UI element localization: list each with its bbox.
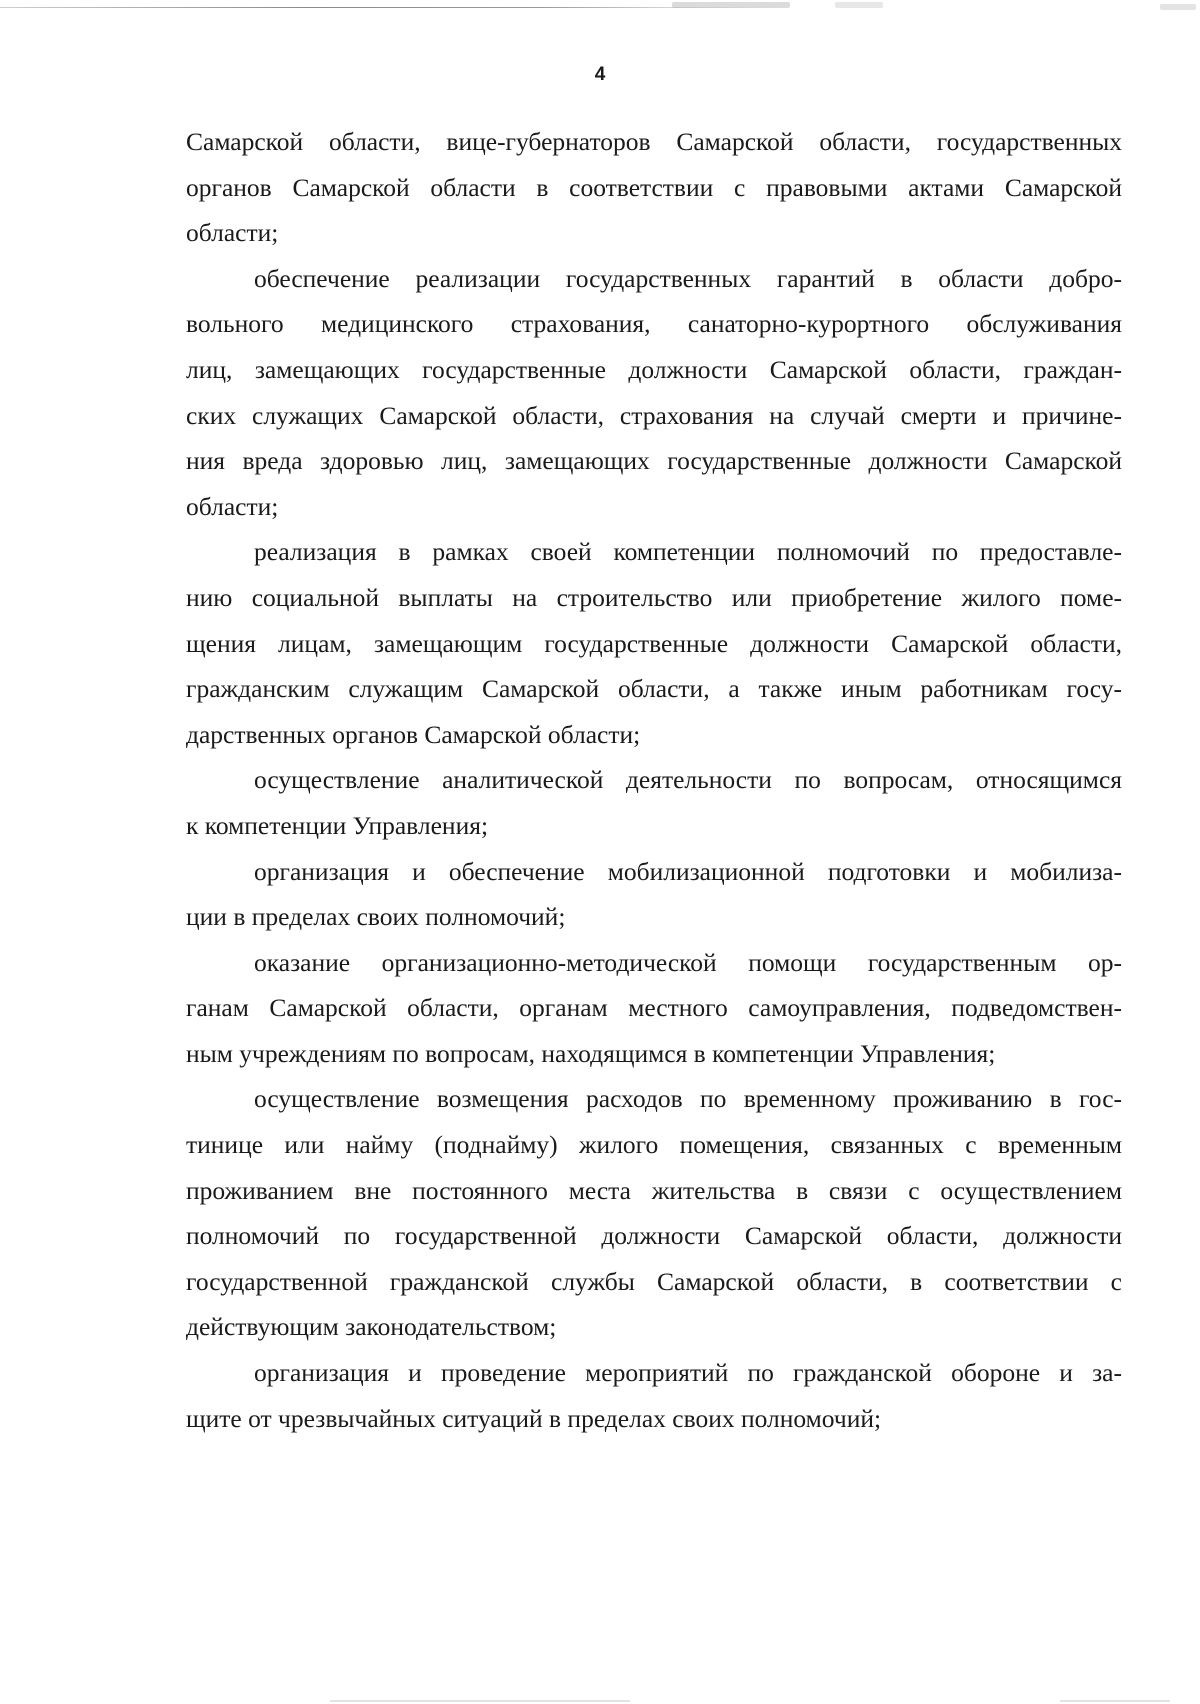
paragraph bbox=[186, 1076, 1122, 1350]
paragraph bbox=[186, 1350, 1122, 1441]
paragraph bbox=[186, 757, 1122, 848]
text-line: действующим законодательством; bbox=[186, 1312, 557, 1342]
text-line: осуществление возмещения расходов по временному проживанию в гос- bbox=[254, 1084, 1122, 1114]
text-line: организация и обеспечение мобилизационной подготовки и мобилиза- bbox=[254, 856, 1122, 886]
text-line: оказание организационно-методической помощи государственным ор- bbox=[254, 947, 1122, 977]
text-line: органов Самарской области в соответствии с правовыми актами Самарской bbox=[186, 172, 1122, 202]
text-line: ции в пределах своих полномочий; bbox=[186, 902, 566, 932]
paragraph bbox=[186, 119, 1122, 256]
page-number: 4 bbox=[594, 64, 606, 85]
text-line: полномочий по государственной должности Самарской области, должности bbox=[186, 1221, 1122, 1251]
text-line: ния вреда здоровью лиц, замещающих государственные должности Самарской bbox=[186, 446, 1122, 476]
text-line: организация и проведение мероприятий по гражданской обороне и за- bbox=[254, 1358, 1122, 1388]
text-line: государственной гражданской службы Самарской области, в соответствии с bbox=[186, 1266, 1122, 1296]
text-line: тинице или найму (поднайму) жилого помещения, связанных с временным bbox=[186, 1130, 1122, 1160]
scan-artifact-line bbox=[0, 7, 770, 8]
scan-artifact-smudge bbox=[835, 2, 883, 8]
text-line: дарственных органов Самарской области; bbox=[186, 719, 641, 749]
scan-artifact-smudge bbox=[330, 1700, 630, 1702]
text-line: проживанием вне постоянного места жительства в связи с осуществлением bbox=[186, 1175, 1122, 1205]
document-body bbox=[186, 119, 1122, 1441]
text-line: реализация в рамках своей компетенции полномочий по предоставле- bbox=[254, 537, 1122, 567]
text-line: ным учреждениям по вопросам, находящимся в компетенции Управления; bbox=[186, 1038, 996, 1068]
scan-artifact-smudge bbox=[1060, 1700, 1170, 1702]
text-line: лиц, замещающих государственные должности Самарской области, граждан- bbox=[186, 354, 1122, 384]
scan-artifact-smudge bbox=[672, 2, 790, 8]
text-line: области; bbox=[186, 491, 279, 521]
text-line: ских служащих Самарской области, страхования на случай смерти и причине- bbox=[186, 400, 1122, 430]
text-line: Самарской области, вице-губернаторов Самарской области, государственных bbox=[186, 127, 1122, 156]
text-line: осуществление аналитической деятельности по вопросам, относящимся bbox=[254, 765, 1122, 795]
text-line: области; bbox=[186, 218, 279, 248]
text-line: ганам Самарской области, органам местного самоуправления, подведомствен- bbox=[186, 993, 1122, 1023]
scan-artifact-smudge bbox=[1160, 4, 1196, 10]
text-line: щения лицам, замещающим государственные должности Самарской области, bbox=[186, 628, 1122, 658]
text-line: гражданским служащим Самарской области, а также иным работникам госу- bbox=[186, 674, 1122, 704]
text-line: нию социальной выплаты на строительство или приобретение жилого поме- bbox=[186, 582, 1122, 612]
text-line: обеспечение реализации государственных гарантий в области добро- bbox=[254, 263, 1122, 293]
text-line: щите от чрезвычайных ситуаций в пределах своих полномочий; bbox=[186, 1403, 882, 1433]
paragraph bbox=[186, 529, 1122, 757]
text-line: к компетенции Управления; bbox=[186, 810, 489, 840]
paragraph bbox=[186, 940, 1122, 1077]
paragraph bbox=[186, 849, 1122, 940]
paragraph bbox=[186, 256, 1122, 530]
text-line: вольного медицинского страхования, санаторно-курортного обслуживания bbox=[186, 309, 1122, 339]
